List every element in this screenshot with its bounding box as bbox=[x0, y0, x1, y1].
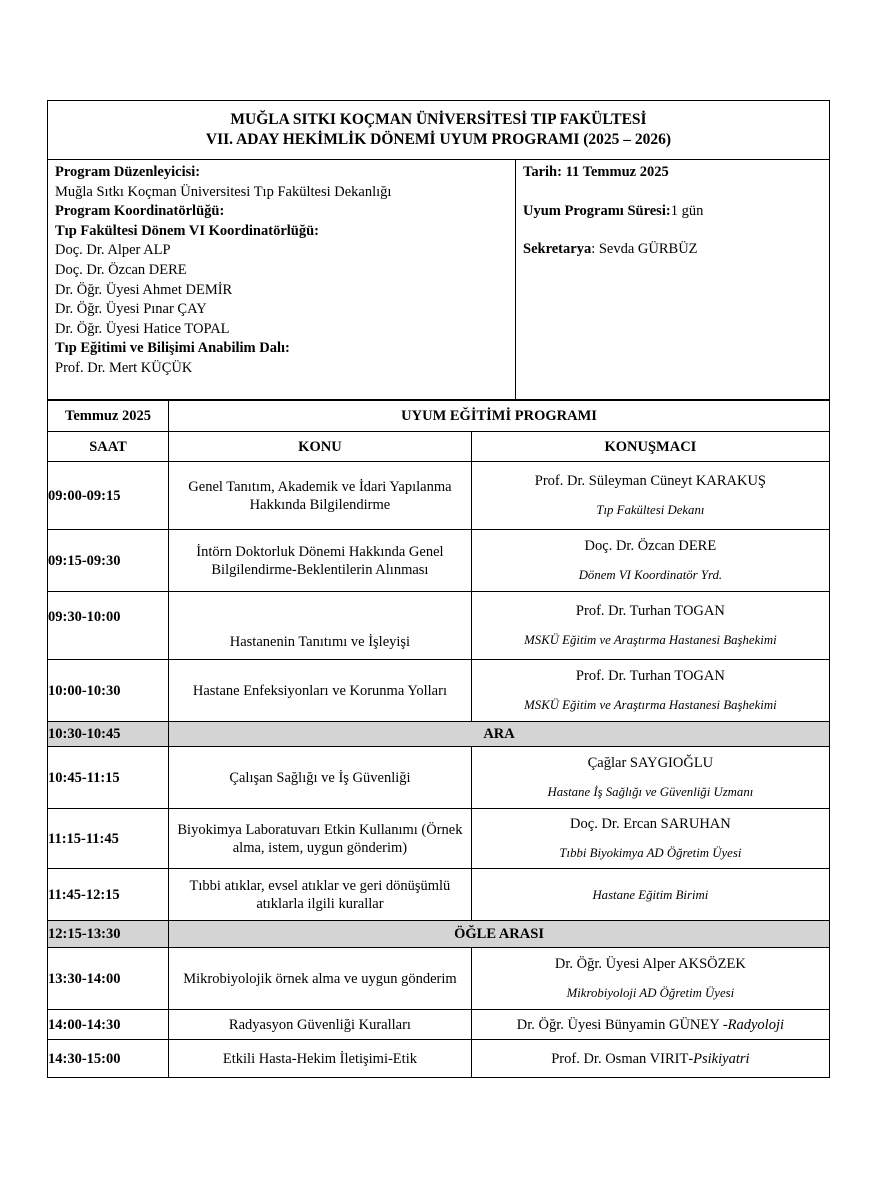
program-duration bbox=[523, 202, 822, 222]
schedule-title-row bbox=[48, 401, 830, 432]
table-row bbox=[48, 869, 830, 921]
table-row bbox=[48, 809, 830, 869]
saat-header: SAAT bbox=[48, 432, 169, 462]
konu-header: KONU bbox=[169, 432, 472, 462]
table-row bbox=[48, 1040, 830, 1078]
session-time: 13:30-14:00 bbox=[48, 948, 169, 1010]
konusmaci-header: KONUŞMACI bbox=[471, 432, 829, 462]
session-time: 10:00-10:30 bbox=[48, 660, 169, 722]
speaker-department: -Radyoloji bbox=[722, 1016, 785, 1033]
schedule-header-row bbox=[48, 432, 830, 462]
schedule-title: UYUM EĞİTİMİ PROGRAMI bbox=[169, 401, 830, 432]
program-organizers bbox=[48, 160, 516, 399]
dv-member: Dr. Öğr. Üyesi Hatice TOPAL bbox=[55, 320, 230, 337]
session-time: 14:30-15:00 bbox=[48, 1040, 169, 1078]
document-header bbox=[47, 100, 830, 160]
session-time: 09:30-10:00 bbox=[48, 592, 169, 660]
speaker-role: Tıp Fakültesi Dekanı bbox=[596, 503, 705, 517]
session-topic: Genel Tanıtım, Akademik ve İdari Yapılanma Hakkında Bilgilendirme bbox=[169, 462, 472, 530]
speaker-role: MSKÜ Eğitim ve Araştırma Hastanesi Başhekimi bbox=[524, 698, 777, 712]
speaker-name: Prof. Dr. Turhan TOGAN bbox=[575, 603, 725, 619]
session-time: 09:15-09:30 bbox=[48, 530, 169, 592]
session-speaker bbox=[471, 809, 829, 869]
session-topic: Biyokimya Laboratuvarı Etkin Kullanımı (Örnek alma, istem, uygun gönderim) bbox=[169, 809, 472, 869]
program-details bbox=[516, 160, 829, 399]
organizer-name: Muğla Sıtkı Koçman Üniversitesi Tıp Fakültesi Dekanlığı bbox=[55, 183, 392, 200]
header-line-1: MUĞLA SITKI KOÇMAN ÜNİVERSİTESİ TIP FAKÜLTESİ bbox=[230, 111, 647, 128]
tebad-label: Tıp Eğitimi ve Bilişimi Anabilim Dalı: bbox=[55, 340, 290, 357]
month-label: Temmuz 2025 bbox=[48, 401, 169, 432]
program-date: Tarih: 11 Temmuz 2025 bbox=[523, 164, 669, 180]
session-topic: Çalışan Sağlığı ve İş Güvenliği bbox=[169, 747, 472, 809]
break-label: ÖĞLE ARASI bbox=[169, 921, 830, 948]
speaker-role: Hastane İş Sağlığı ve Güvenliği Uzmanı bbox=[547, 785, 754, 799]
session-speaker bbox=[471, 660, 829, 722]
secretary-label: Sekretarya bbox=[523, 241, 592, 258]
program-secretary bbox=[523, 240, 822, 260]
table-row bbox=[48, 592, 830, 660]
break-row bbox=[48, 722, 830, 747]
speaker-role: MSKÜ Eğitim ve Araştırma Hastanesi Başhekimi bbox=[524, 633, 777, 647]
dv-member: Dr. Öğr. Üyesi Ahmet DEMİR bbox=[55, 281, 233, 298]
session-speaker bbox=[471, 462, 829, 530]
session-speaker bbox=[471, 592, 829, 660]
speaker-role: Tıbbi Biyokimya AD Öğretim Üyesi bbox=[559, 846, 742, 860]
speaker-name: Dr. Öğr. Üyesi Alper AKSÖZEK bbox=[554, 956, 746, 972]
session-speaker bbox=[471, 747, 829, 809]
session-time: 10:45-11:15 bbox=[48, 747, 169, 809]
secretary-value: : Sevda GÜRBÜZ bbox=[591, 241, 698, 258]
header-line-2: VII. ADAY HEKİMLİK DÖNEMİ UYUM PROGRAMI (2025 – 2026) bbox=[205, 131, 672, 148]
table-row bbox=[48, 530, 830, 592]
speaker-department: -Psikiyatri bbox=[688, 1050, 750, 1067]
coordination-label: Program Koordinatörlüğü: bbox=[55, 203, 225, 220]
speaker-role: Dönem VI Koordinatör Yrd. bbox=[578, 568, 723, 582]
table-row bbox=[48, 1010, 830, 1040]
organizer-label: Program Düzenleyicisi: bbox=[55, 164, 201, 180]
session-topic: Hastane Enfeksiyonları ve Korunma Yolları bbox=[169, 660, 472, 722]
table-row bbox=[48, 462, 830, 530]
dv-member: Dr. Öğr. Üyesi Pınar ÇAY bbox=[55, 301, 207, 318]
session-speaker bbox=[471, 530, 829, 592]
session-topic: İntörn Doktorluk Dönemi Hakkında Genel Bilgilendirme-Beklentilerin Alınması bbox=[169, 530, 472, 592]
session-speaker bbox=[471, 948, 829, 1010]
break-row bbox=[48, 921, 830, 948]
session-time: 11:45-12:15 bbox=[48, 869, 169, 921]
session-speaker bbox=[471, 1040, 829, 1078]
program-info bbox=[47, 160, 830, 400]
dv-member: Doç. Dr. Alper ALP bbox=[55, 242, 171, 259]
table-row bbox=[48, 747, 830, 809]
dv-coordination-label: Tıp Fakültesi Dönem VI Koordinatörlüğü: bbox=[55, 222, 319, 239]
session-time: 11:15-11:45 bbox=[48, 809, 169, 869]
break-label: ARA bbox=[169, 722, 830, 747]
dv-member: Doç. Dr. Özcan DERE bbox=[55, 261, 187, 278]
session-topic: Mikrobiyolojik örnek alma ve uygun gönderim bbox=[169, 948, 472, 1010]
table-row bbox=[48, 948, 830, 1010]
speaker-name: Çağlar SAYGIOĞLU bbox=[587, 755, 714, 771]
session-time: 09:00-09:15 bbox=[48, 462, 169, 530]
break-time: 12:15-13:30 bbox=[48, 921, 169, 948]
speaker-name: Prof. Dr. Osman VIRIT bbox=[551, 1050, 689, 1067]
speaker-name: Doç. Dr. Özcan DERE bbox=[584, 538, 717, 554]
session-topic: Tıbbi atıklar, evsel atıklar ve geri dönüşümlü atıklarla ilgili kurallar bbox=[169, 869, 472, 921]
session-topic: Hastanenin Tanıtımı ve İşleyişi bbox=[169, 592, 472, 660]
speaker-role: Mikrobiyoloji AD Öğretim Üyesi bbox=[566, 986, 735, 1000]
tebad-member: Prof. Dr. Mert KÜÇÜK bbox=[55, 359, 193, 376]
speaker-name: Prof. Dr. Süleyman Cüneyt KARAKUŞ bbox=[534, 473, 766, 489]
speaker-name: Doç. Dr. Ercan SARUHAN bbox=[570, 816, 731, 832]
schedule-table bbox=[47, 400, 830, 1078]
session-time: 14:00-14:30 bbox=[48, 1010, 169, 1040]
session-speaker: Hastane Eğitim Birimi bbox=[471, 869, 829, 921]
duration-label: Uyum Programı Süresi: bbox=[523, 202, 671, 219]
speaker-name: Dr. Öğr. Üyesi Bünyamin GÜNEY bbox=[516, 1016, 723, 1033]
table-row bbox=[48, 660, 830, 722]
duration-value: 1 gün bbox=[670, 202, 704, 219]
session-topic: Radyasyon Güvenliği Kuralları bbox=[169, 1010, 472, 1040]
speaker-name: Prof. Dr. Turhan TOGAN bbox=[575, 668, 725, 684]
break-time: 10:30-10:45 bbox=[48, 722, 169, 747]
session-topic: Etkili Hasta-Hekim İletişimi-Etik bbox=[169, 1040, 472, 1078]
document-page bbox=[47, 100, 830, 1078]
session-speaker bbox=[471, 1010, 829, 1040]
